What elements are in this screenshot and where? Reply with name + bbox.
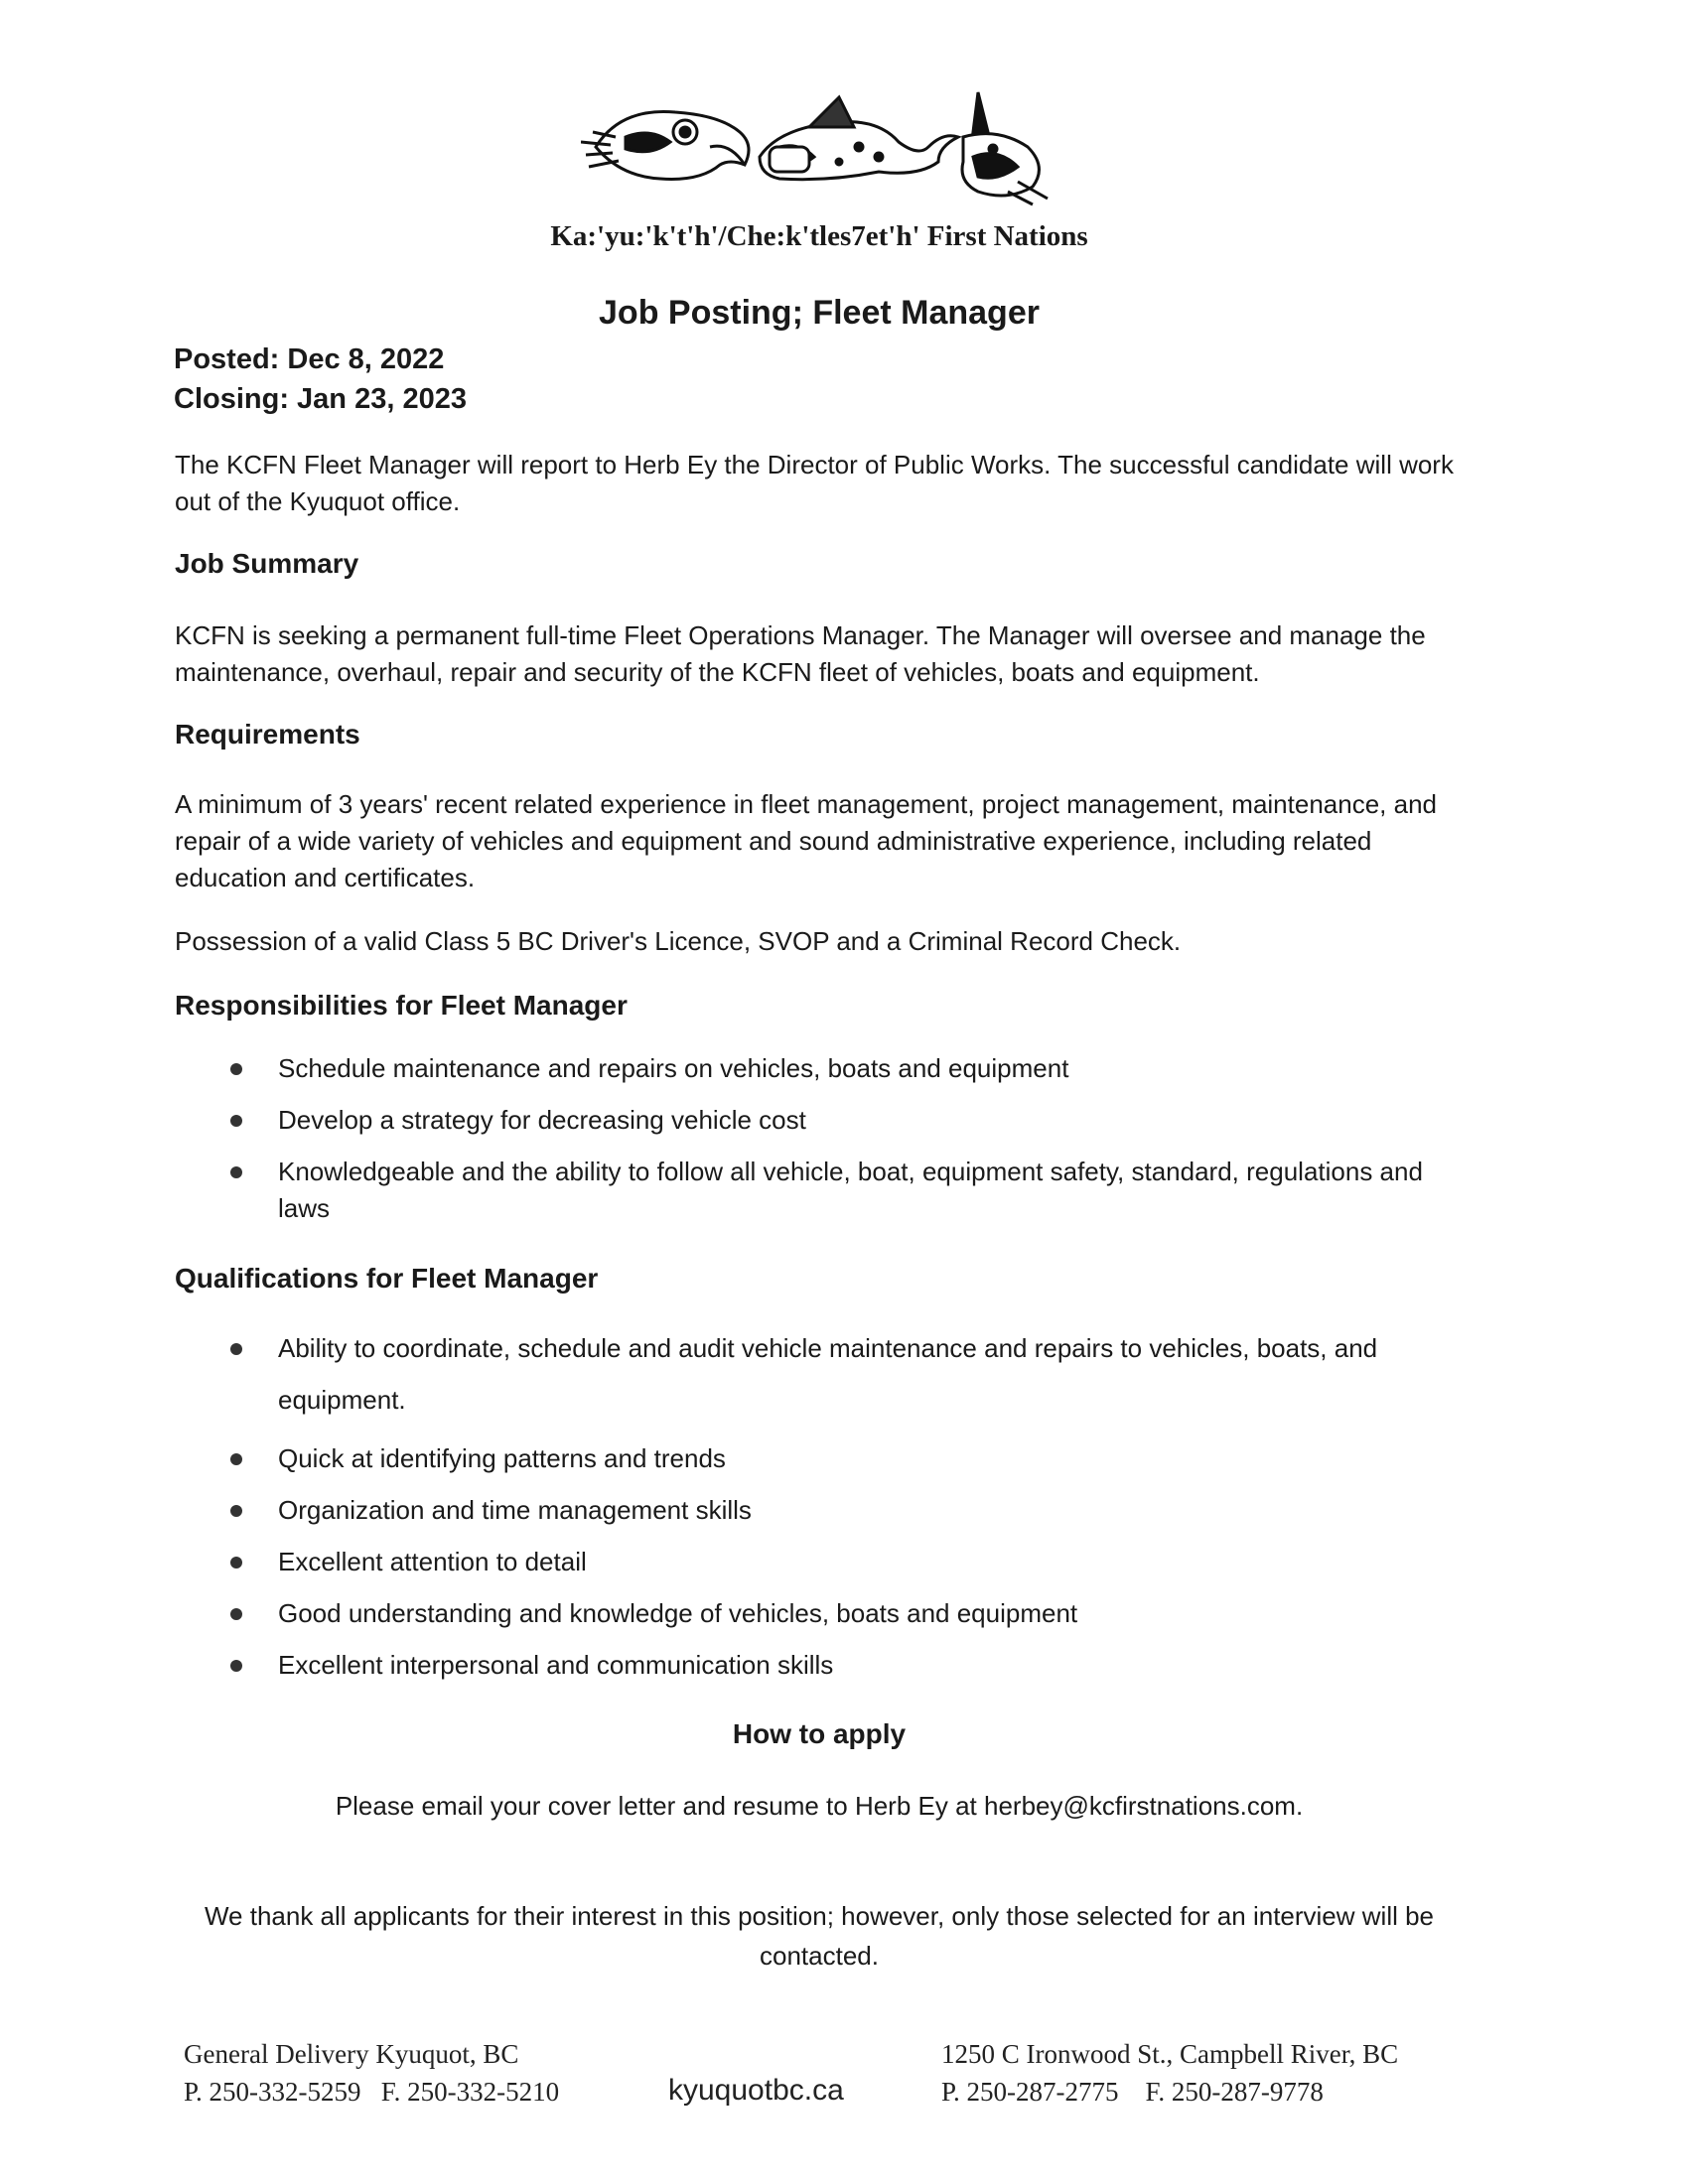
requirements-heading: Requirements (175, 719, 360, 750)
requirements-text: A minimum of 3 years' recent related experience in fleet management, project management, maintenance, and repair of a wide variety of vehicles and equipment and sound administrative experience, including related education and certificates. (175, 789, 1437, 892)
thank-you-note: We thank all applicants for their interest in this position; however, only those selected for an interview will be contacted. (204, 1901, 1435, 1971)
how-to-apply-text: Please email your cover letter and resume to Herb Ey at herbey@kcfirstnations.com. (335, 1791, 1304, 1821)
bullet-icon (230, 1660, 242, 1672)
list-item: Schedule maintenance and repairs on vehicles, boats and equipment (0, 1050, 1470, 1087)
kyuquot-phone: P. 250-332-5259 F. 250-332-5210 (184, 2077, 560, 2107)
responsibilities-heading: Responsibilities for Fleet Manager (175, 990, 628, 1021)
posted-date: Posted: Dec 8, 2022 (174, 343, 445, 375)
job-summary-text: KCFN is seeking a permanent full-time Fleet Operations Manager. The Manager will oversee and manage the maintenance, overhaul, repair and security of the KCFN fleet of vehicles, boats and equipment. (175, 620, 1426, 687)
list-item: Ability to coordinate, schedule and audit vehicle maintenance and repairs to vehicles, boats, and equipment. (0, 1322, 1470, 1426)
job-summary-heading: Job Summary (175, 548, 359, 579)
first-nations-logo-icon (581, 87, 1057, 206)
footer-right-contact (941, 2035, 1398, 2111)
bullet-icon (230, 1063, 242, 1075)
website-link[interactable]: kyuquotbc.ca (668, 2074, 844, 2107)
how-to-apply-heading: How to apply (732, 1718, 907, 1749)
kyuquot-address: General Delivery Kyuquot, BC (184, 2039, 519, 2069)
responsibilities-list (0, 1050, 1470, 1227)
bullet-icon (230, 1343, 242, 1355)
page-title: Job Posting; Fleet Manager (599, 294, 1040, 332)
bullet-icon (230, 1557, 242, 1569)
campbell-river-phone: P. 250-287-2775 F. 250-287-9778 (941, 2077, 1324, 2107)
bullet-icon (230, 1166, 242, 1178)
bullet-icon (230, 1453, 242, 1465)
list-item: Quick at identifying patterns and trends (0, 1440, 1470, 1477)
list-item: Good understanding and knowledge of vehicles, boats and equipment (0, 1595, 1470, 1632)
organization-name: Ka:'yu:'k't'h'/Che:k'tles7et'h' First Nations (550, 220, 1088, 252)
qualifications-heading: Qualifications for Fleet Manager (175, 1263, 599, 1294)
posting-dates (174, 340, 467, 419)
list-item: Organization and time management skills (0, 1492, 1470, 1529)
bullet-icon (230, 1505, 242, 1517)
qualifications-list (0, 1322, 1470, 1684)
list-item: Excellent interpersonal and communication skills (0, 1647, 1470, 1684)
intro-paragraph: The KCFN Fleet Manager will report to Herb Ey the Director of Public Works. The successful candidate will work out of the Kyuquot office. (175, 450, 1454, 516)
bullet-icon (230, 1608, 242, 1620)
requirements-licence-text: Possession of a valid Class 5 BC Driver's Licence, SVOP and a Criminal Record Check. (175, 926, 1182, 956)
list-item: Knowledgeable and the ability to follow all vehicle, boat, equipment safety, standard, regulations and laws (0, 1154, 1470, 1227)
bullet-icon (230, 1115, 242, 1127)
list-item: Excellent attention to detail (0, 1544, 1470, 1580)
list-item: Develop a strategy for decreasing vehicle cost (0, 1102, 1470, 1139)
footer-left-contact (184, 2035, 559, 2111)
closing-date: Closing: Jan 23, 2023 (174, 383, 467, 415)
campbell-river-address: 1250 C Ironwood St., Campbell River, BC (941, 2039, 1399, 2069)
